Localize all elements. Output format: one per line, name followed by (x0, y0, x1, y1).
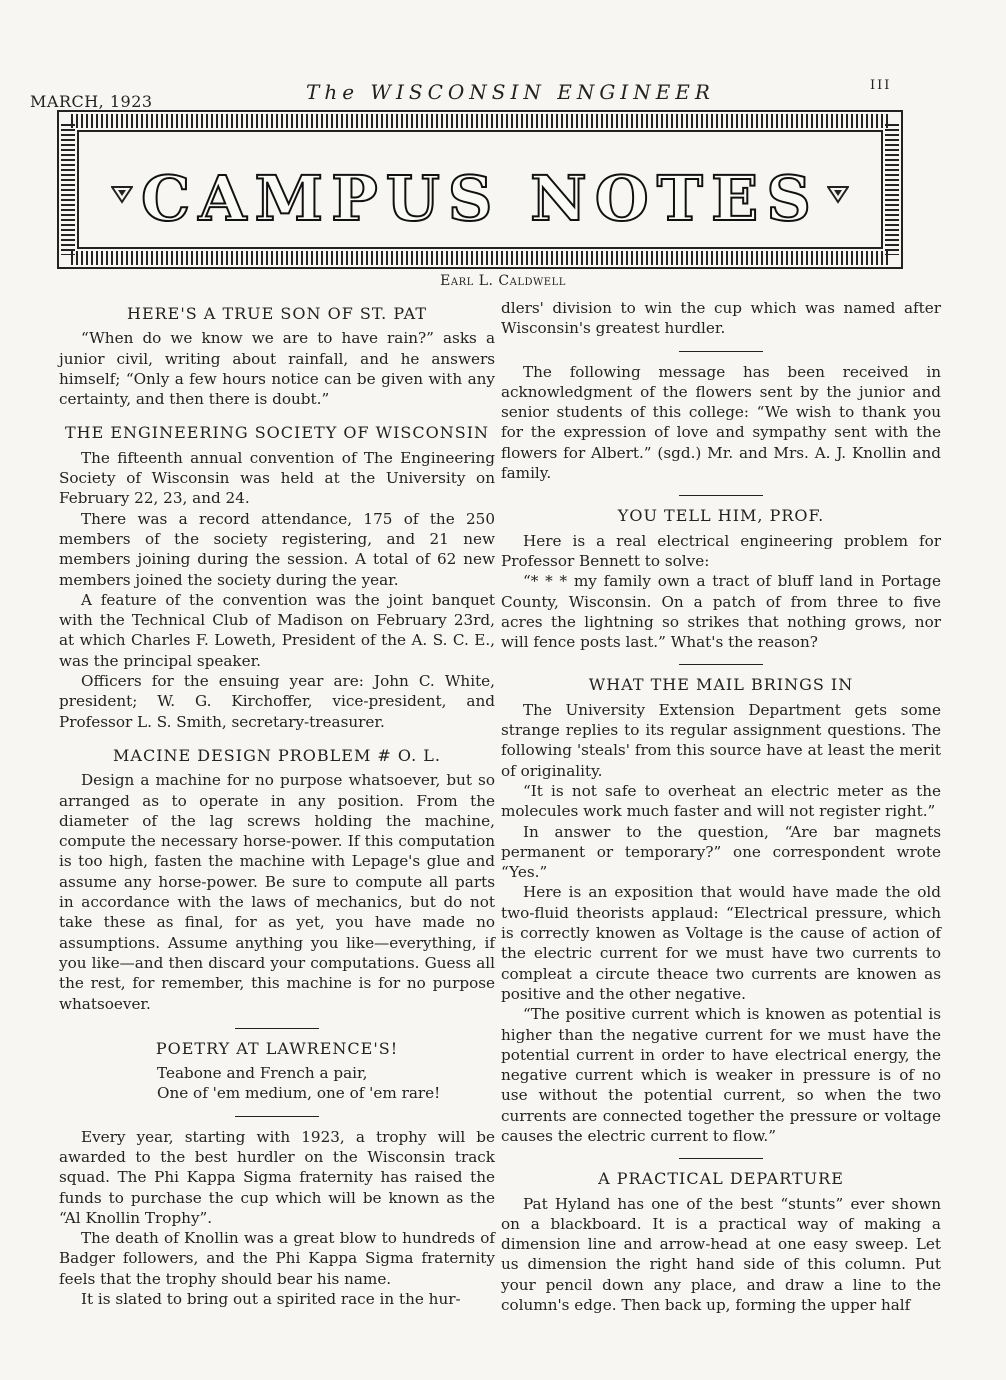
paragraph: It is slated to bring out a spirited race in the hur- (81, 1290, 461, 1309)
section-divider (679, 1158, 763, 1159)
section-heading: YOU TELL HIM, PROF. (617, 506, 825, 526)
header-date: MARCH, 1923 (30, 92, 153, 111)
byline: Earl L. Caldwell (440, 273, 566, 289)
section-heading: WHAT THE MAIL BRINGS IN (588, 675, 854, 695)
article-engineering-society (59, 423, 495, 731)
running-header (0, 74, 1006, 114)
article-what-the-mail-brings-in (501, 675, 941, 1146)
paragraph: The death of Knollin was a great blow to hundreds of Badger followers, and the Phi Kappa Sigma fraternity feels that the trophy should bear his name. (59, 1229, 495, 1288)
ornament-right-icon (827, 184, 849, 204)
header-journal-title: The WISCONSIN ENGINEER (306, 80, 715, 104)
banner-border-right (885, 124, 899, 255)
article-machine-design-problem (59, 746, 495, 1014)
article-true-son-of-st-pat (59, 304, 495, 409)
article-knollin-trophy (59, 1127, 495, 1310)
article-practical-departure (501, 1169, 941, 1315)
article-knollin-acknowledgment (501, 362, 941, 484)
section-heading: HERE'S A TRUE SON OF ST. PAT (127, 304, 427, 323)
section-heading: MACINE DESIGN PROBLEM # O. L. (113, 745, 441, 765)
paragraph: Design a machine for no purpose whatsoever, but so arranged as to operate in any position. From the diameter of the lag screws holding the machine, compute the necessary horse-power. If this computation is too high, fasten the machine with Lepage's glue and assume any horse-power. Be sure to compute all parts in accordance with the laws of mechanics, but do not take these as final, for as yet, you have made no assumptions. Assume anything you like—everything, if you like—and then discard your computations. Guess all the rest, for remember, this machine is for no purpose whatsoever. (59, 771, 495, 1013)
article-you-tell-him-prof (501, 506, 941, 652)
paragraph-continuation: dlers' division to win the cup which was named after Wisconsin's greatest hurdler. (501, 299, 941, 338)
banner-border-left (61, 124, 75, 255)
section-heading: THE ENGINEERING SOCIETY OF WISCONSIN (64, 423, 490, 443)
verse-line: One of 'em medium, one of 'em rare! (157, 1084, 441, 1103)
section-heading: POETRY AT LAWRENCE'S! (155, 1038, 399, 1058)
paragraph: “It is not safe to overheat an electric meter as the molecules work much faster and will not register right.” (501, 781, 941, 821)
section-heading: A PRACTICAL DEPARTURE (598, 1169, 844, 1189)
section-divider (679, 495, 763, 496)
banner-inner-frame (77, 130, 883, 249)
left-column (59, 298, 495, 1309)
banner-border-top (71, 114, 889, 128)
verse-line: Teabone and French a pair, (157, 1064, 368, 1083)
paragraph: Officers for the ensuing year are: John C. White, president; W. G. Kirchoffer, vice-president, and Professor L. S. Smith, secretary-treasurer. (59, 672, 495, 731)
section-divider (679, 664, 763, 665)
right-column (501, 298, 941, 1315)
paragraph: Pat Hyland has one of the best “stunts” ever shown on a blackboard. It is a practical way of making a dimension line and arrow-head at one easy sweep. Let us dimension the right hand side of this column. Put your pencil down any place, and draw a line to the column's edge. Then back up, forming the upper half (501, 1194, 941, 1315)
paragraph: Here is a real electrical engineering problem for Professor Bennett to solve: (501, 531, 941, 570)
paragraph: “When do we know we are to have rain?” asks a junior civil, writing about rainfall, and he answers himself; “Only a few hours notice can be given with any certainty, and then there is doubt.” (59, 329, 495, 409)
paragraph: There was a record attendance, 175 of the 250 members of the society registering, and 21 new members joining during the session. A total of 62 new members joined the society during the year. (59, 509, 495, 589)
paragraph: Here is an exposition that would have made the old two-fluid theorists applaud: “Electrical pressure, which is correctly knowen as Voltage is the cause of action of the electric current for we must have two currents to compleat a circute theace two currents are knowen as positive and the other negative. (501, 883, 941, 1003)
section-divider (235, 1028, 319, 1029)
paragraph: Every year, starting with 1923, a trophy will be awarded to the best hurdler on the Wisconsin track squad. The Phi Kappa Sigma fraternity has raised the funds to purchase the cup which will be known as the “Al Knollin Trophy”. (59, 1127, 495, 1227)
paragraph: The fifteenth annual convention of The Engineering Society of Wisconsin was held at the University on February 22, 23, and 24. (59, 448, 495, 508)
article-poetry-at-lawrences (59, 1039, 495, 1104)
paragraph: The University Extension Department gets some strange replies to its regular assignment questions. The following 'steals' from this source have at least the merit of originality. (501, 700, 941, 780)
campus-notes-banner (57, 110, 903, 269)
section-divider (679, 351, 763, 352)
paragraph: “The positive current which is knowen as potential is higher than the negative current for we must have the potential current in order to have electrical energy, the negative current which is weaker in pressure is of no use without the potential current, so when the two currents are connected together the pressure or voltage causes the electric current to flow.” (501, 1005, 941, 1145)
paragraph: In answer to the question, “Are bar magnets permanent or temporary?” one correspondent wrote “Yes.” (501, 822, 941, 882)
paragraph: The following message has been received in acknowledgment of the flowers sent by the junior and senior students of this college: “We wish to thank you for the expression of love and sympathy sent with the flowers for Albert.” (sgd.) Mr. and Mrs. A. J. Knollin and family. (501, 362, 941, 483)
paragraph: “* * * my family own a tract of bluff land in Portage County, Wisconsin. On a patch of from three to five acres the lightning so strikes that nothing grows, nor will fence posts last.” What's the reason? (501, 572, 941, 652)
banner-border-bottom (71, 251, 889, 265)
banner-title: CAMPUS NOTES (141, 162, 819, 235)
paragraph: A feature of the convention was the joint banquet with the Technical Club of Madison on February 23rd, at which Charles F. Loweth, President of the A. S. C. E., was the principal speaker. (59, 590, 495, 670)
section-divider (235, 1116, 319, 1117)
header-page-number: III (870, 78, 892, 93)
